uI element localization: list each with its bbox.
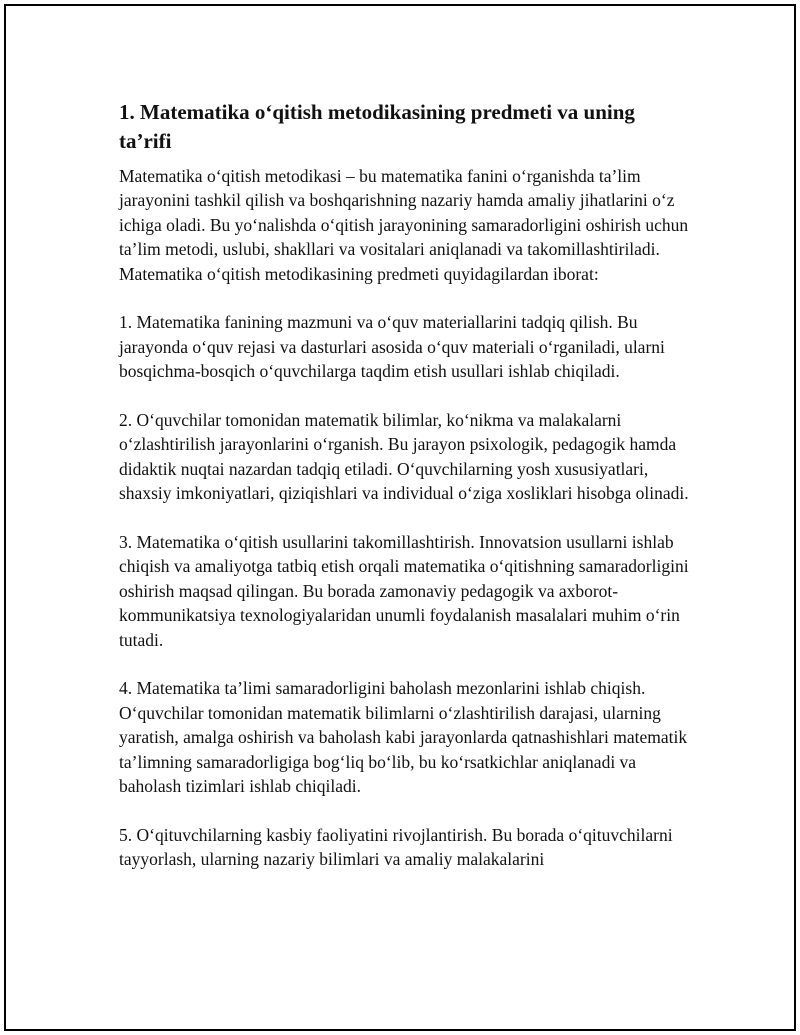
page-frame <box>4 4 796 1031</box>
list-item-2: 2. Oʻquvchilar tomonidan matematik bilimlar, koʻnikma va malakalarni oʻzlashtirilish jarayonlarini oʻrganish. Bu jarayon psixologik, pedagogik hamda didaktik nuqtai nazardan tadqiq etiladi. Oʻquvchilarning yosh xususiyatlari, shaxsiy imkoniyatlari, qiziqishlari va individual oʻziga xosliklari hisobga olinadi. <box>119 410 689 504</box>
list-item-1: 1. Matematika fanining mazmuni va oʻquv materiallarini tadqiq qilish. Bu jarayonda oʻquv rejasi va dasturlari asosida oʻquv materiali oʻrganiladi, ularni bosqichma-bosqich oʻquvchilarga taqdim etish usullari ishlab chiqiladi. <box>119 312 665 382</box>
section-heading: 1. Matematika oʻqitish metodikasining predmeti va uning taʼrifi <box>119 100 635 153</box>
intro-paragraph: Matematika oʻqitish metodikasi – bu matematika fanini oʻrganishda taʼlim jarayonini tashkil qilish va boshqarishning nazariy hamda amaliy jihatlarini oʻz ichiga oladi. Bu yoʻnalishda oʻqitish jarayonining samaradorligini oshirish uchun taʼlim metodi, uslubi, shakllari va vositalari aniqlanadi va takomillashtiriladi. Matematika oʻqitish metodikasining predmeti quyidagilardan iborat: <box>119 166 689 284</box>
list-item-3: 3. Matematika oʻqitish usullarini takomillashtirish. Innovatsion usullarni ishlab chiqish va amaliyotga tatbiq etish orqali matematika oʻqitishning samaradorligini oshirish maqsad qilingan. Bu borada zamonaviy pedagogik va axborot-kommunikatsiya texnologiyalaridan unumli foydalanish masalalari muhim oʻrin tutadi. <box>119 532 689 650</box>
list-item-5: 5. Oʻqituvchilarning kasbiy faoliyatini rivojlantirish. Bu borada oʻqituvchilarni tayyorlash, ularning nazariy bilimlari va amaliy malakalarini <box>119 824 673 870</box>
document-body <box>119 98 689 872</box>
list-item-4: 4. Matematika taʼlimi samaradorligini baholash mezonlarini ishlab chiqish. Oʻquvchilar tomonidan matematik bilimlarni oʻzlashtirilish darajasi, ularning yaratish, amalga oshirish va baholash kabi jarayonlarda qatnashishlari matematik taʼlimning samaradorligiga bogʻliq boʻlib, bu koʻrsatkichlar aniqlanadi va baholash tizimlari ishlab chiqiladi. <box>119 678 688 797</box>
